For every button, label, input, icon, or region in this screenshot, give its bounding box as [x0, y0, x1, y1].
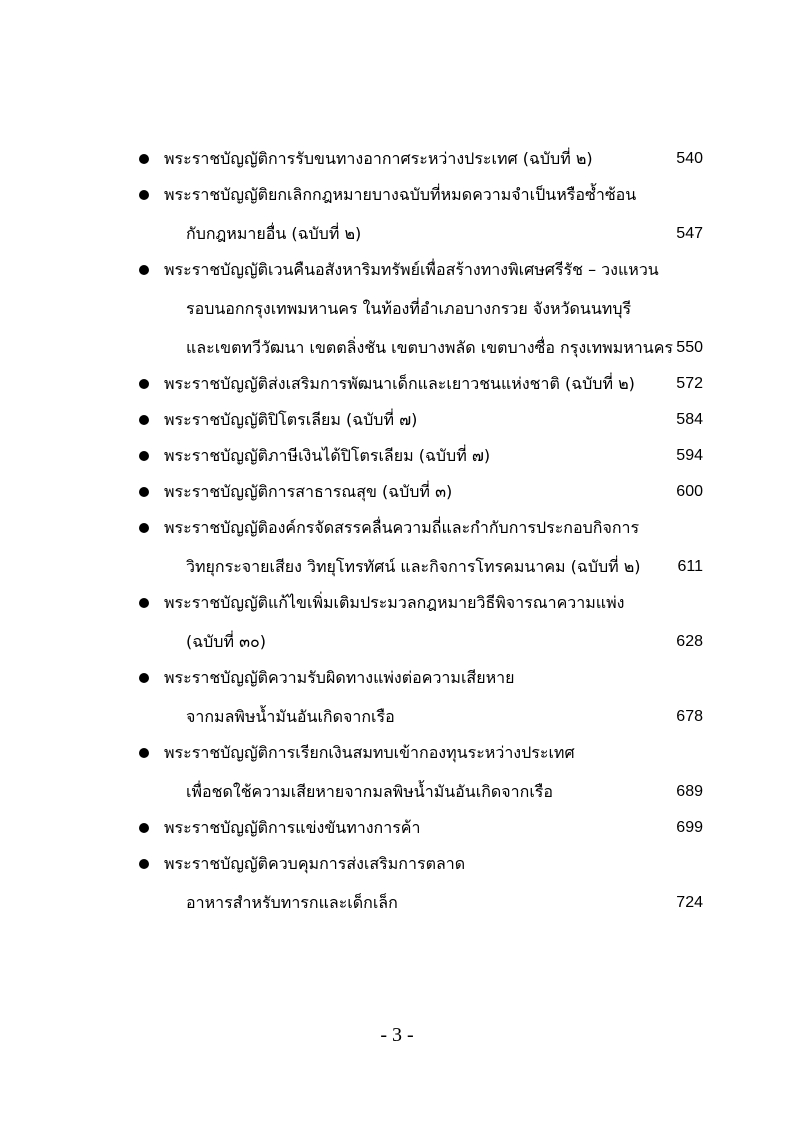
toc-entry: [137, 407, 703, 433]
toc-entry: [137, 443, 703, 469]
toc-entry-page: 540: [676, 150, 703, 167]
bullet-icon: [139, 523, 149, 533]
toc-entry: [137, 182, 703, 247]
toc-entry: [137, 665, 703, 730]
toc-entry: [137, 815, 703, 841]
toc-entry-title: พระราชบัญญัติภาษีเงินได้ปิโตรเลียม (ฉบับที่ ๗): [164, 446, 491, 465]
toc-entry-title: พระราชบัญญัติควบคุมการส่งเสริมการตลาด: [164, 854, 466, 873]
bullet-icon: [139, 673, 149, 683]
bullet-icon: [139, 154, 149, 164]
toc-entry-title-continued: กับกฎหมายอื่น (ฉบับที่ ๒): [186, 224, 362, 243]
toc-entry-line: [137, 704, 703, 730]
toc-entry: [137, 257, 703, 361]
toc-entry-line: [137, 890, 703, 916]
bullet-icon: [139, 487, 149, 497]
toc-entry: [137, 371, 703, 397]
toc-entry-page: 594: [676, 447, 703, 464]
page-number-footer: - 3 -: [380, 1024, 414, 1046]
toc-entry-line: [137, 335, 703, 361]
toc-entry-line: [137, 296, 703, 322]
toc-entry-title: พระราชบัญญัติความรับผิดทางแพ่งต่อความเสียหาย: [164, 668, 515, 687]
toc-entry-title: พระราชบัญญัติเวนคืนอสังหาริมทรัพย์เพื่อสร้างทางพิเศษศรีรัช – วงแหวน: [164, 260, 659, 279]
bullet-icon: [139, 823, 149, 833]
toc-entry-title-continued: เพื่อชดใช้ความเสียหายจากมลพิษน้ำมันอันเกิดจากเรือ: [186, 782, 553, 801]
toc-entry-line: [137, 740, 703, 766]
toc-entry-title-continued: อาหารสำหรับทารกและเด็กเล็ก: [186, 893, 398, 912]
toc-entry-title: พระราชบัญญัติส่งเสริมการพัฒนาเด็กและเยาวชนแห่งชาติ (ฉบับที่ ๒): [164, 374, 635, 393]
toc-entry: [137, 479, 703, 505]
toc-entry-page: 628: [676, 633, 703, 650]
toc-entry: [137, 851, 703, 916]
table-of-contents: [137, 146, 703, 926]
toc-entry-line: [137, 182, 703, 208]
toc-entry-page: 699: [676, 819, 703, 836]
bullet-icon: [139, 415, 149, 425]
toc-entry-page: 678: [676, 708, 703, 725]
toc-entry-page: 689: [676, 783, 703, 800]
toc-entry-line: [137, 779, 703, 805]
toc-entry-title: พระราชบัญญัติการเรียกเงินสมทบเข้ากองทุนระหว่างประเทศ: [164, 743, 575, 762]
toc-entry-line: [137, 554, 703, 580]
bullet-icon: [139, 451, 149, 461]
toc-entry-title: พระราชบัญญัติองค์กรจัดสรรคลื่นความถี่และกำกับการประกอบกิจการ: [164, 518, 640, 537]
toc-entry-page: 547: [676, 225, 703, 242]
toc-entry-title-continued: (ฉบับที่ ๓๐): [186, 632, 267, 651]
toc-entry-title: พระราชบัญญัติการสาธารณสุข (ฉบับที่ ๓): [164, 482, 453, 501]
toc-entry-title-continued: วิทยุกระจายเสียง วิทยุโทรทัศน์ และกิจการโทรคมนาคม (ฉบับที่ ๒): [186, 557, 641, 576]
toc-entry: [137, 590, 703, 655]
toc-entry-title: พระราชบัญญัติปิโตรเลียม (ฉบับที่ ๗): [164, 410, 418, 429]
toc-entry-title-continued: รอบนอกกรุงเทพมหานคร ในท้องที่อำเภอบางกรวย จังหวัดนนทบุรี: [186, 299, 632, 318]
toc-entry-title-continued: จากมลพิษน้ำมันอันเกิดจากเรือ: [186, 707, 395, 726]
toc-entry-line: [137, 407, 703, 433]
toc-entry-line: [137, 665, 703, 691]
toc-entry-page: 572: [676, 375, 703, 392]
toc-entry-line: [137, 851, 703, 877]
toc-entry: [137, 515, 703, 580]
toc-entry-line: [137, 443, 703, 469]
toc-entry-page: 550: [676, 339, 703, 356]
toc-entry-line: [137, 629, 703, 655]
toc-entry-page: 600: [676, 483, 703, 500]
toc-entry-line: [137, 371, 703, 397]
toc-entry-line: [137, 146, 703, 172]
bullet-icon: [139, 748, 149, 758]
toc-entry-page: 611: [677, 558, 703, 575]
toc-entry-page: 584: [676, 411, 703, 428]
toc-entry-line: [137, 221, 703, 247]
toc-entry: [137, 146, 703, 172]
bullet-icon: [139, 190, 149, 200]
toc-entry-page: 724: [676, 894, 703, 911]
toc-entry-title: พระราชบัญญัติการรับขนทางอากาศระหว่างประเทศ (ฉบับที่ ๒): [164, 149, 593, 168]
toc-entry-title: พระราชบัญญัติการแข่งขันทางการค้า: [164, 818, 421, 837]
toc-entry: [137, 740, 703, 805]
bullet-icon: [139, 598, 149, 608]
bullet-icon: [139, 265, 149, 275]
toc-entry-title-continued: และเขตทวีวัฒนา เขตตลิ่งชัน เขตบางพลัด เขตบางซื่อ กรุงเทพมหานคร: [186, 338, 674, 357]
toc-entry-title: พระราชบัญญัติยกเลิกกฎหมายบางฉบับที่หมดความจำเป็นหรือซ้ำซ้อน: [164, 185, 637, 204]
bullet-icon: [139, 859, 149, 869]
toc-entry-title: พระราชบัญญัติแก้ไขเพิ่มเติมประมวลกฎหมายวิธีพิจารณาความแพ่ง: [164, 593, 625, 612]
toc-entry-line: [137, 479, 703, 505]
toc-entry-line: [137, 815, 703, 841]
toc-entry-line: [137, 515, 703, 541]
bullet-icon: [139, 379, 149, 389]
toc-entry-line: [137, 257, 703, 283]
toc-entry-line: [137, 590, 703, 616]
